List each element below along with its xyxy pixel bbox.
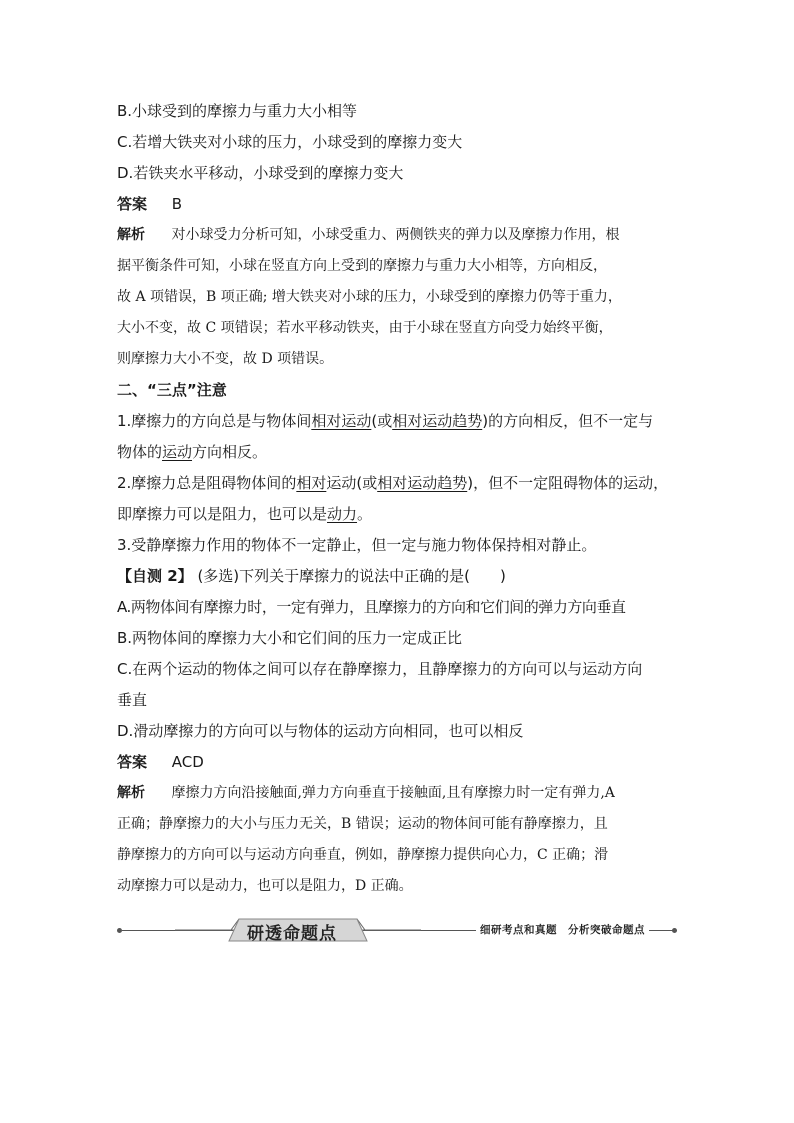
- note-1-line-2: [117, 437, 677, 468]
- banner-title: 研透命题点: [247, 924, 337, 944]
- analysis-label: 解析: [117, 785, 145, 801]
- underlined-term: 相对运动趋势: [377, 474, 468, 492]
- text: 运动(或: [326, 474, 378, 492]
- text: (或: [371, 412, 393, 430]
- q2-option-a: A.两物体间有摩擦力时，一定有弹力，且摩擦力的方向和它们间的弹力方向垂直: [117, 598, 626, 616]
- text: 物体的: [117, 443, 163, 461]
- answer-label: 答案: [117, 195, 148, 213]
- q2-analysis-line-1: [117, 778, 677, 809]
- banner-tab: [175, 918, 421, 942]
- q2-analysis-line-2: 正确；静摩擦力的大小与压力无关，B 错误；运动的物体间可能有静摩擦力，且: [117, 816, 608, 832]
- underlined-term: 相对: [296, 474, 327, 492]
- q1-analysis-line-3: 故 A 项错误，B 项正确; 增大铁夹对小球的压力，小球受到的摩擦力仍等于重力，: [117, 289, 622, 305]
- note-3: 3.受静摩擦力作用的物体不一定静止，但一定与施力物体保持相对静止。: [117, 536, 597, 554]
- section-banner: [117, 918, 677, 942]
- underlined-term: 相对运动趋势: [392, 412, 483, 430]
- banner-right-dot: [672, 928, 677, 933]
- q1-option-b: B.小球受到的摩擦力与重力大小相等: [117, 102, 358, 120]
- q2-option-b: B.两物体间的摩擦力大小和它们间的压力一定成正比: [117, 629, 463, 647]
- q2-prompt-text: (多选)下列关于摩擦力的说法中正确的是( ): [197, 567, 506, 585]
- text: 即摩擦力可以是阻力，也可以是: [117, 505, 328, 523]
- text: )的方向相反，但不一定与: [482, 412, 654, 430]
- text: 方向相反。: [192, 443, 268, 461]
- underlined-term: 动力: [327, 505, 358, 523]
- text: 2.摩擦力总是阻碍物体间的: [117, 474, 297, 492]
- q2-analysis-line-3: 静摩擦力的方向可以与运动方向垂直，例如，静摩擦力提供向心力，C 正确；滑: [117, 847, 609, 863]
- answer-value: B: [171, 195, 183, 213]
- q2-option-d: D.滑动摩擦力的方向可以与物体的运动方向相同，也可以相反: [117, 722, 524, 740]
- q1-option-d: D.若铁夹水平移动，小球受到的摩擦力变大: [117, 164, 404, 182]
- q2-tag: 【自测 2】: [117, 567, 193, 585]
- q2-option-c-line-1: C.在两个运动的物体之间可以存在静摩擦力，且静摩擦力的方向可以与运动方向: [117, 660, 643, 678]
- text: 。: [357, 505, 373, 523]
- q2-prompt: [117, 561, 677, 592]
- section-title: 二、“三点”注意: [117, 381, 227, 399]
- q1-analysis-line-1: [117, 220, 677, 251]
- text: )，但不一定阻碍物体的运动，: [467, 474, 669, 492]
- q2-analysis-line-4: 动摩擦力可以是动力，也可以是阻力，D 正确。: [117, 878, 413, 894]
- q1-analysis-line-2: 据平衡条件可知，小球在竖直方向上受到的摩擦力与重力大小相等，方向相反，: [117, 258, 607, 274]
- answer-value: ACD: [171, 753, 204, 771]
- analysis-text: 摩擦力方向沿接触面,弹力方向垂直于接触面,且有摩擦力时一定有弹力,A: [171, 785, 615, 801]
- analysis-label: 解析: [117, 227, 145, 243]
- note-2-line-2: [117, 499, 677, 530]
- q2-option-c-line-2: 垂直: [117, 691, 148, 709]
- page-content: [117, 96, 677, 902]
- text: 1.摩擦力的方向总是与物体间: [117, 412, 312, 430]
- note-2-line-1: [117, 468, 677, 499]
- underlined-term: 运动: [162, 443, 193, 461]
- q2-answer: [117, 747, 677, 778]
- note-1-line-1: [117, 406, 677, 437]
- answer-label: 答案: [117, 753, 148, 771]
- q1-analysis-line-4: 大小不变，故 C 项错误；若水平移动铁夹，由于小球在竖直方向受力始终平衡，: [117, 320, 613, 336]
- q1-option-c: C.若增大铁夹对小球的压力，小球受到的摩擦力变大: [117, 133, 463, 151]
- q1-analysis-line-5: 则摩擦力大小不变，故 D 项错误。: [117, 351, 334, 367]
- underlined-term: 相对运动: [311, 412, 372, 430]
- banner-subtitle: 细研考点和真题 分析突破命题点: [476, 922, 649, 937]
- q1-answer: [117, 189, 677, 220]
- analysis-text: 对小球受力分析可知，小球受重力、两侧铁夹的弹力以及摩擦力作用，根: [171, 227, 620, 243]
